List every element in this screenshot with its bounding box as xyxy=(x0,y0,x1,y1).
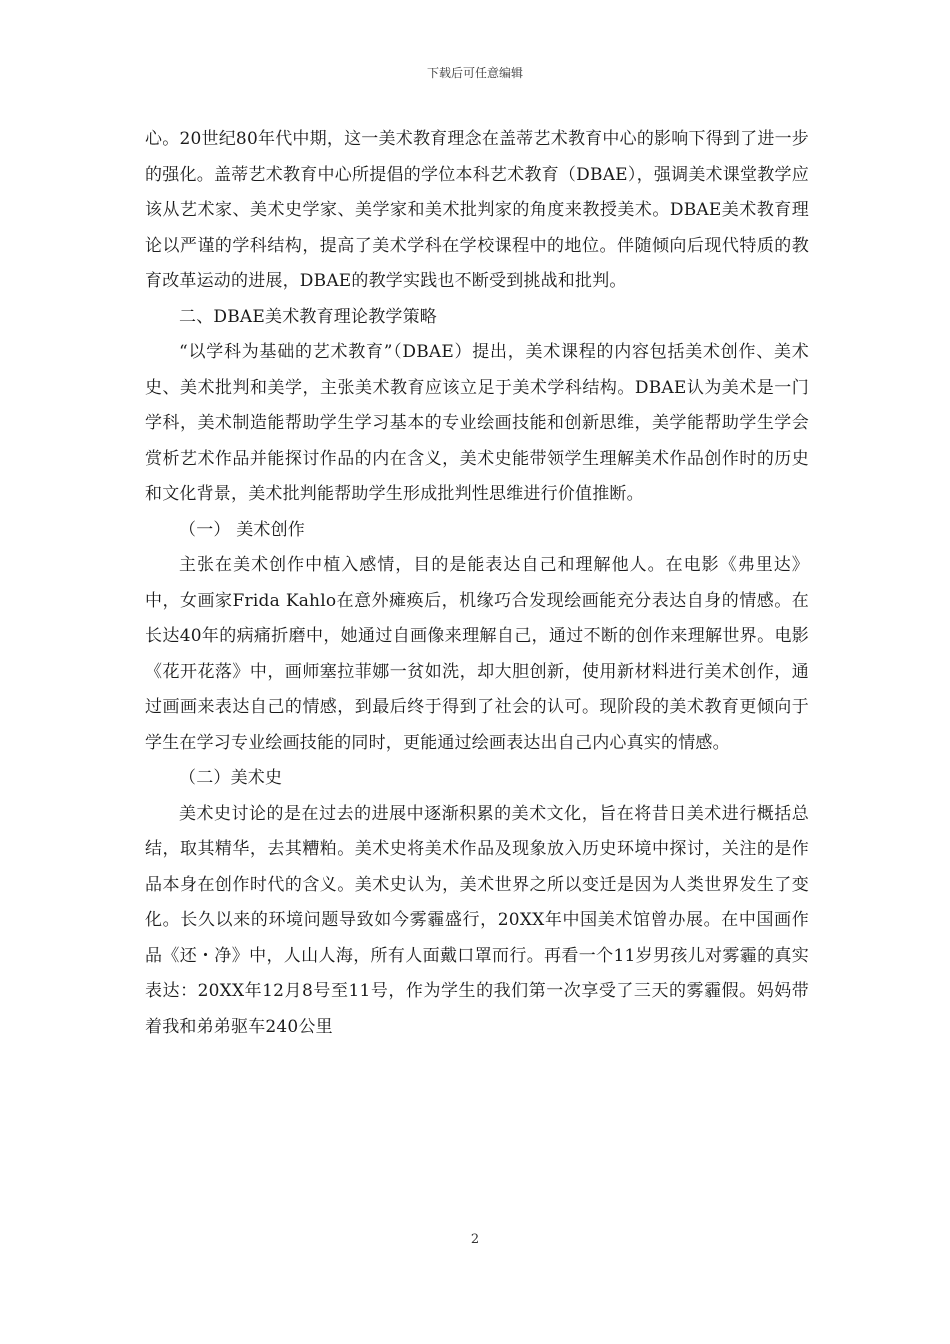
document-body xyxy=(145,122,809,1045)
paragraph-art-history: 美术史讨论的是在过去的进展中逐渐积累的美术文化，旨在将昔日美术进行概括总结，取其精华，去其糟粕。美术史将美术作品及现象放入历史环境中探讨，关注的是作品本身在创作时代的含义。美术史认为，美术世界之所以变迁是因为人类世界发生了变化。长久以来的环境问题导致如今雾霾盛行，20XX年中国美术馆曾办展。在中国画作品《还・净》中，人山人海，所有人面戴口罩而行。再看一个11岁男孩儿对雾霾的真实表达：20XX年12月8号至11号，作为学生的我们第一次享受了三天的雾霾假。妈妈带着我和弟弟驱车240公里 xyxy=(145,803,809,1037)
paragraph-continuation: 心。20世纪80年代中期，这一美术教育理念在盖蒂艺术教育中心的影响下得到了进一步的强化。盖蒂艺术教育中心所提倡的学位本科艺术教育（DBAE），强调美术课堂教学应该从艺术家、美术史学家、美学家和美术批判家的角度来教授美术。DBAE美术教育理论以严谨的学科结构，提高了美术学科在学校课程中的地位。伴随倾向后现代特质的教育改革运动的进展，DBAE的教学实践也不断受到挑战和批判。 xyxy=(145,129,809,291)
page-header: 下载后可任意编辑 xyxy=(426,66,523,80)
paragraph-dbae-strategy: “以学科为基础的艺术教育”（DBAE）提出，美术课程的内容包括美术创作、美术史、美术批判和美学，主张美术教育应该立足于美术学科结构。DBAE认为美术是一门学科，美术制造能帮助学生学习基本的专业绘画技能和创新思维，美学能帮助学生学会赏析艺术作品并能探讨作品的内在含义，美术史能带领学生理解美术作品创作时的历史和文化背景，美术批判能帮助学生形成批判性思维进行价值推断。 xyxy=(145,342,809,504)
subsection-heading-art-history: （二）美术史 xyxy=(179,768,283,788)
subsection-heading-art-creation: （一） 美术创作 xyxy=(179,519,306,540)
paragraph-art-creation: 主张在美术创作中植入感情，目的是能表达自己和理解他人。在电影《弗里达》中，女画家Frida Kahlo在意外瘫痪后，机缘巧合发现绘画能充分表达自身的情感。在长达40年的病痛折磨中，她通过自画像来理解自己，通过不断的创作来理解世界。电影《花开花落》中，画师塞拉菲娜一贫如洗，却大胆创新，使用新材料进行美术创作，通过画画来表达自己的情感，到最后终于得到了社会的认可。现阶段的美术教育更倾向于学生在学习专业绘画技能的同时，更能通过绘画表达出自己内心真实的情感。 xyxy=(145,555,809,753)
section-heading-2: 二、DBAE美术教育理论教学策略 xyxy=(179,306,438,327)
page-number: 2 xyxy=(470,1232,480,1247)
